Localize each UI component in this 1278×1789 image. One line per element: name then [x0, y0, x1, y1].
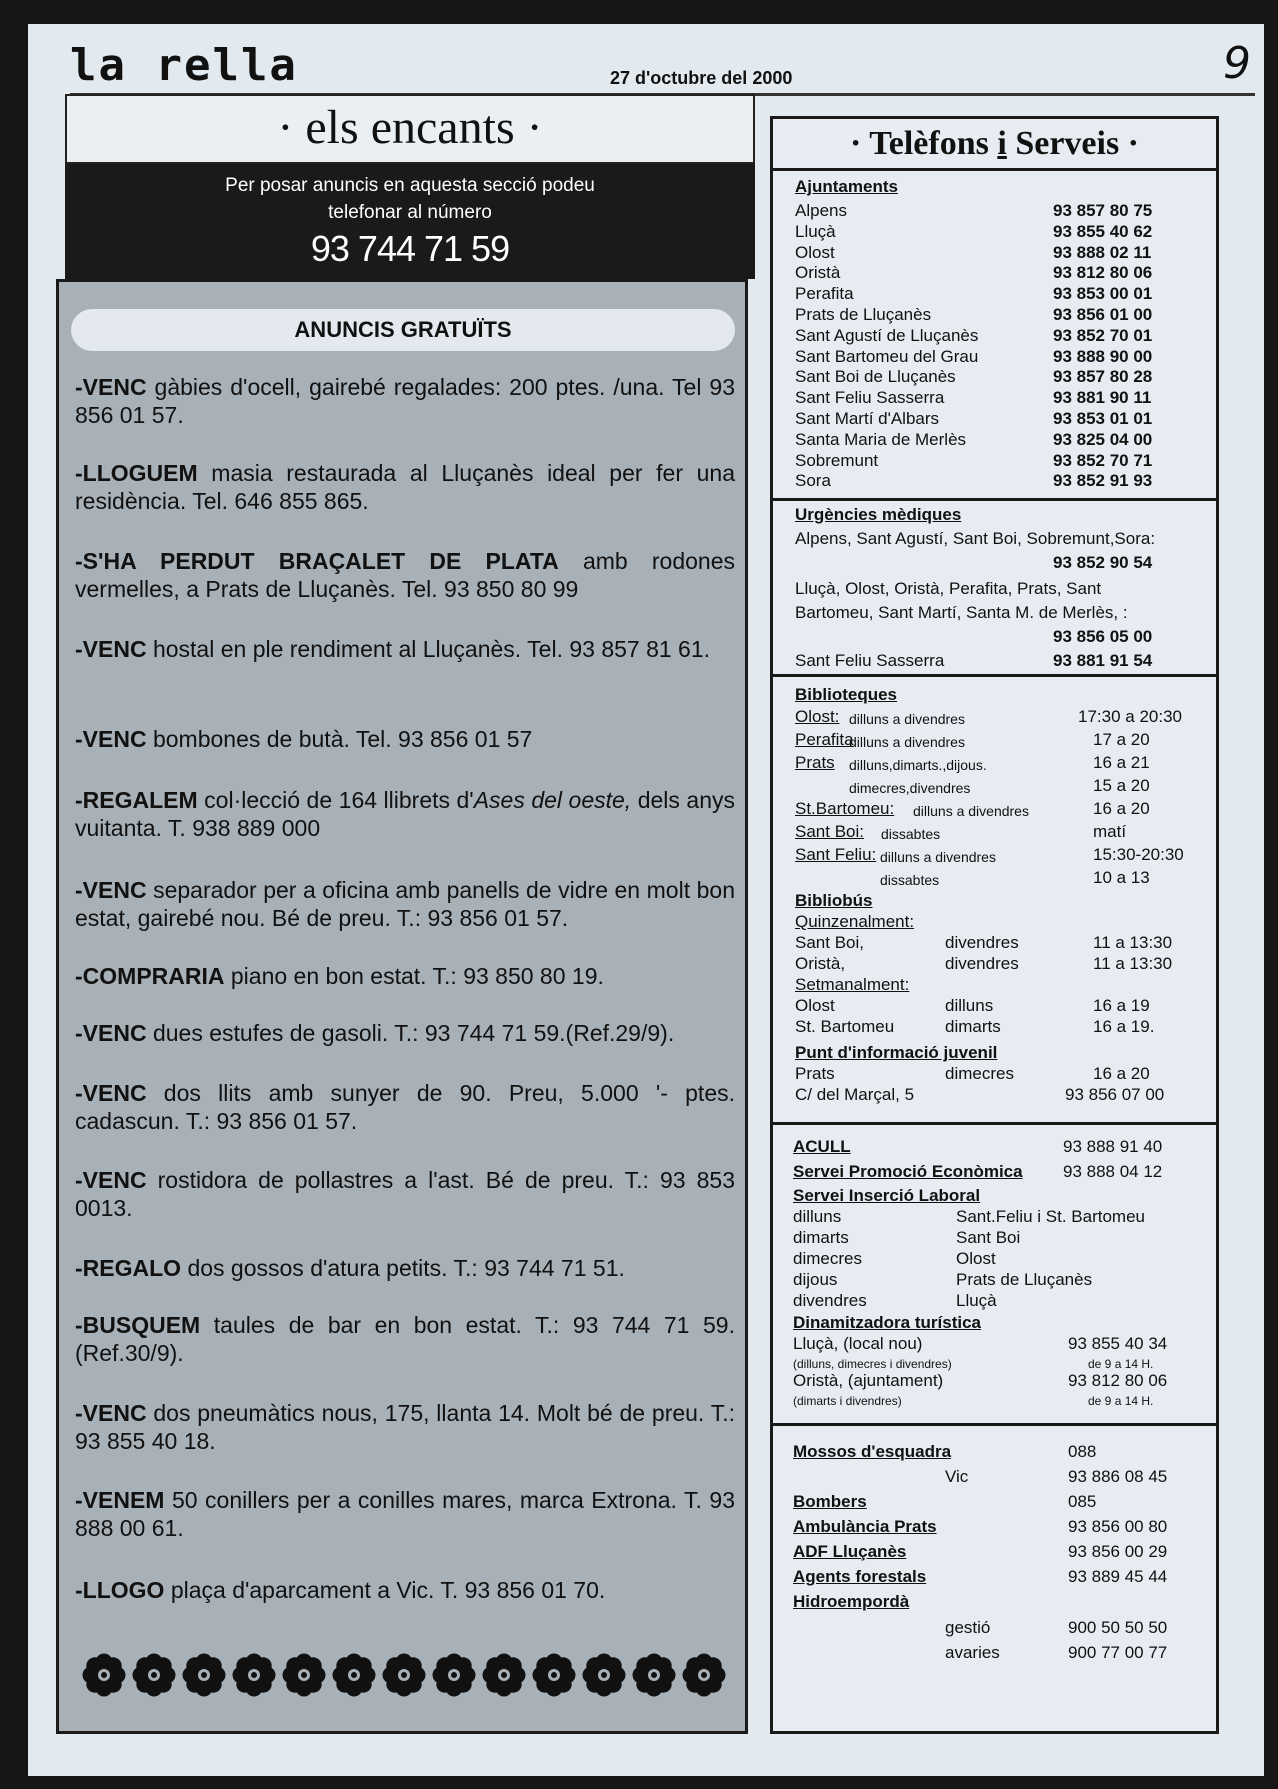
- ad-text: hostal en ple rendiment al Lluçanès. Tel. 93 857 81 61.: [146, 636, 711, 662]
- ad-text: amb rodones vermelles, a Prats de Lluçanès. Tel. 93 850 80 99: [75, 548, 735, 602]
- phone-directory-panel: [770, 116, 1219, 1734]
- ad-item: [75, 1166, 735, 1222]
- ad-keyword: -BUSQUEM: [75, 1312, 201, 1338]
- office-place: Lluçà, (local nou): [793, 1334, 923, 1353]
- section-emergencies: [773, 1426, 1216, 1731]
- title-part: · Telèfons: [849, 125, 989, 162]
- bibliobus-frequency: Quinzenalment:: [795, 912, 915, 931]
- library-hours: 16 a 20: [1093, 799, 1150, 818]
- emergency-phone: 93 856 00 80: [1068, 1517, 1168, 1536]
- library-days: dilluns a divendres: [849, 711, 965, 727]
- title-part: i: [997, 125, 1007, 162]
- town-name: Perafita: [795, 284, 854, 304]
- service-name: Servei Inserció Laboral: [793, 1186, 981, 1205]
- ad-italic-title: Ases del oeste,: [473, 787, 632, 813]
- ad-item: [75, 725, 735, 753]
- town-phone: 93 825 04 00: [1053, 429, 1153, 449]
- ad-keyword: -VENC: [75, 726, 147, 752]
- service-name: ACULL: [793, 1137, 851, 1156]
- directory-title: [773, 119, 1216, 171]
- schedule-place: Sant.Feliu i St. Bartomeu: [956, 1207, 1145, 1226]
- flower-ornament-icon: [681, 1652, 727, 1698]
- ad-text: 50 conillers per a conilles mares, marca Extrona. T. 93 888 00 61.: [75, 1487, 735, 1541]
- youth-info-heading: Punt d'informació juvenil: [795, 1043, 998, 1062]
- town-name: Sant Bartomeu del Grau: [795, 346, 979, 366]
- library-place: Olost:: [795, 707, 840, 726]
- ad-item: [75, 876, 735, 932]
- emergency-name: Bombers: [793, 1492, 867, 1511]
- ad-text: dos pneumàtics nous, 175, llanta 14. Molt bé de preu. T.: 93 855 40 18.: [75, 1400, 735, 1454]
- town-name: Sant Feliu Sasserra: [795, 388, 945, 408]
- town-phone: 93 853 01 01: [1053, 409, 1153, 428]
- section-heading: Ajuntaments: [795, 177, 898, 196]
- emergency-name: Hidroempordà: [793, 1592, 910, 1611]
- section-title: · els encants ·: [65, 94, 755, 164]
- town-name: Olost: [795, 242, 835, 262]
- bibliobus-day: dilluns: [945, 996, 994, 1015]
- emergency-phone: 900 50 50 50: [1068, 1618, 1168, 1637]
- section-serveis: [773, 1125, 1216, 1426]
- town-phone: 93 855 40 62: [1053, 221, 1153, 241]
- ad-text: masia restaurada al Lluçanès ideal per fer una residència. Tel. 646 855 865.: [75, 460, 735, 514]
- decorative-flower-border: [81, 1652, 731, 1704]
- emergency-name: Ambulància Prats: [793, 1517, 937, 1536]
- ad-keyword: -COMPRARIA: [75, 963, 225, 989]
- schedule-place: Prats de Lluçanès: [956, 1270, 1093, 1289]
- emergency-phone: 085: [1068, 1492, 1097, 1511]
- ad-keyword: -VENC: [75, 1167, 147, 1193]
- emergency-phone: 93 856 00 29: [1068, 1542, 1168, 1561]
- office-place: Oristà, (ajuntament): [793, 1371, 944, 1390]
- schedule-day: dimecres: [793, 1249, 862, 1268]
- contact-line-1: Per posar anuncis en aquesta secció podeu: [225, 175, 595, 196]
- town-phone: 93 888 90 00: [1053, 346, 1153, 366]
- bibliobus-day: divendres: [945, 933, 1019, 952]
- section-ajuntaments: [773, 171, 1216, 501]
- flower-ornament-icon: [481, 1652, 527, 1698]
- contact-phone: 93 744 71 59: [310, 228, 510, 269]
- ad-keyword: -S'HA PERDUT BRAÇALET DE PLATA: [75, 548, 559, 574]
- ad-keyword: -VENC: [75, 374, 147, 400]
- ad-item: [75, 373, 735, 429]
- ad-text: dues estufes de gasoli. T.: 93 744 71 59.(Ref.29/9).: [146, 1020, 675, 1046]
- bibliobus-hours: 16 a 19: [1093, 996, 1150, 1015]
- contact-line-2: telefonar al número: [328, 202, 492, 223]
- ad-text: rostidora de pollastres a l'ast. Bé de preu. T.: 93 853 0013.: [75, 1167, 735, 1221]
- urgency-phone: 93 881 91 54: [1053, 651, 1153, 670]
- emergency-phone: 900 77 00 77: [1068, 1643, 1168, 1662]
- bibliobus-hours: 11 a 13:30: [1093, 933, 1173, 952]
- ad-item: [75, 459, 735, 515]
- ad-item: [75, 786, 735, 842]
- ad-keyword: -VENC: [75, 1400, 147, 1426]
- urgency-group: Alpens, Sant Agustí, Sant Boi, Sobremunt,Sora:: [795, 529, 1156, 548]
- flower-ornament-icon: [281, 1652, 327, 1698]
- town-phone: 93 812 80 06: [1053, 263, 1153, 283]
- town-phone: 93 881 90 11: [1053, 388, 1152, 408]
- ad-keyword: -LLOGUEM: [75, 460, 198, 486]
- ad-text: gàbies d'ocell, gairebé regalades: 200 ptes. /una. Tel 93 856 01 57.: [75, 374, 735, 428]
- office-days: (dilluns, dimecres i divendres): [793, 1357, 952, 1371]
- section-biblioteques: [773, 677, 1216, 1125]
- service-name: Dinamitzadora turística: [793, 1313, 981, 1332]
- youth-info-phone: 93 856 07 00: [1065, 1085, 1165, 1104]
- ad-item: [75, 1019, 735, 1047]
- office-hours: de 9 a 14 H.: [1088, 1394, 1154, 1408]
- ad-keyword: -VENC: [75, 1080, 147, 1106]
- emergency-name: Agents forestals: [793, 1567, 927, 1586]
- town-phone: 93 888 02 11: [1053, 242, 1152, 262]
- classified-ads-panel: [56, 279, 748, 1734]
- town-phone: 93 856 01 00: [1053, 305, 1153, 324]
- schedule-place: Sant Boi: [956, 1228, 1021, 1247]
- town-phone: 93 857 80 28: [1053, 367, 1153, 387]
- town-name: Sant Boi de Lluçanès: [795, 367, 956, 387]
- office-phone: 93 855 40 34: [1068, 1334, 1168, 1353]
- ads-heading: ANUNCIS GRATUÏTS: [71, 309, 735, 351]
- town-name: Sant Agustí de Lluçanès: [795, 325, 979, 345]
- library-hours: matí: [1093, 822, 1127, 841]
- flower-ornament-icon: [531, 1652, 577, 1698]
- ad-keyword: -REGALEM: [75, 787, 198, 813]
- urgency-group: Lluçà, Olost, Oristà, Perafita, Prats, Sant: [795, 579, 1102, 598]
- town-phone: 93 852 70 01: [1053, 325, 1153, 345]
- bibliobus-heading: Bibliobús: [795, 891, 873, 910]
- library-hours: 15:30-20:30: [1093, 845, 1184, 864]
- urgency-phone: 93 852 90 54: [1053, 553, 1153, 572]
- section-heading: Urgències mèdiques: [795, 505, 962, 524]
- ad-keyword: -VENC: [75, 877, 147, 903]
- emergency-sub: avaries: [945, 1643, 1000, 1662]
- town-name: Sant Martí d'Albars: [795, 409, 940, 428]
- library-hours: 17 a 20: [1093, 730, 1150, 749]
- urgency-group: Bartomeu, Sant Martí, Santa M. de Merlès, :: [795, 603, 1128, 622]
- ad-text: dos llits amb sunyer de 90. Preu, 5.000 '- ptes. cadascun. T.: 93 856 01 57.: [75, 1080, 735, 1134]
- bibliobus-day: divendres: [945, 954, 1019, 973]
- ad-item: [75, 1311, 735, 1367]
- masthead-brand: la rella: [70, 40, 298, 91]
- town-phone: 93 853 00 01: [1053, 284, 1153, 304]
- ad-text: separador per a oficina amb panells de vidre en molt bon estat, gairebé nou. Bé de preu. T.: 93 856 01 57.: [75, 877, 735, 931]
- emergency-sub: Vic: [945, 1467, 969, 1486]
- library-place: Sant Feliu:: [795, 845, 877, 864]
- service-name: Servei Promoció Econòmica: [793, 1162, 1023, 1181]
- library-days: dissabtes: [880, 872, 940, 888]
- flower-ornament-icon: [631, 1652, 677, 1698]
- library-place: Sant Boi:: [795, 822, 864, 841]
- emergency-phone: 93 886 08 45: [1068, 1467, 1168, 1486]
- title-part: Serveis ·: [1015, 125, 1140, 162]
- schedule-place: Olost: [956, 1249, 996, 1268]
- library-days: dilluns a divendres: [913, 803, 1029, 819]
- section-urgencies: [773, 501, 1216, 677]
- newspaper-page: [28, 24, 1264, 1776]
- ad-text: dels anys vuitanta. T. 938 889 000: [75, 787, 735, 841]
- bibliobus-place: St. Bartomeu: [795, 1017, 895, 1036]
- town-name: Alpens: [795, 201, 847, 220]
- town-name: Santa Maria de Merlès: [795, 429, 967, 449]
- office-days: (dimarts i divendres): [793, 1394, 902, 1408]
- bibliobus-day: dimarts: [945, 1017, 1001, 1036]
- bibliobus-frequency: Setmanalment:: [795, 975, 910, 994]
- ad-item: [75, 1399, 735, 1455]
- urgency-phone: 93 856 05 00: [1053, 627, 1153, 646]
- emergency-phone: 088: [1068, 1442, 1097, 1461]
- ad-keyword: -VENEM: [75, 1487, 165, 1513]
- ad-text: taules de bar en bon estat. T.: 93 744 71 59. (Ref.30/9).: [75, 1312, 735, 1366]
- flower-ornament-icon: [431, 1652, 477, 1698]
- service-phone: 93 888 04 12: [1063, 1162, 1163, 1181]
- youth-info-hours: 16 a 20: [1093, 1064, 1150, 1083]
- ad-keyword: -LLOGO: [75, 1577, 165, 1603]
- flower-ornament-icon: [231, 1652, 277, 1698]
- contact-banner: [65, 164, 755, 279]
- urgency-group: Sant Feliu Sasserra: [795, 651, 945, 670]
- schedule-day: dimarts: [793, 1228, 849, 1247]
- ad-item: [75, 547, 735, 603]
- section-heading: Biblioteques: [795, 685, 898, 704]
- ad-item: [75, 635, 735, 663]
- schedule-day: dijous: [793, 1270, 838, 1289]
- town-phone: 93 857 80 75: [1053, 201, 1153, 220]
- library-days: dimecres,divendres: [849, 780, 971, 796]
- issue-date: 27 d'octubre del 2000: [610, 68, 793, 88]
- office-hours: de 9 a 14 H.: [1088, 1357, 1154, 1371]
- library-days: dissabtes: [881, 826, 941, 842]
- library-hours: 10 a 13: [1093, 868, 1150, 887]
- town-name: Sora: [795, 471, 831, 491]
- youth-info-address: C/ del Marçal, 5: [795, 1085, 915, 1104]
- bibliobus-hours: 11 a 13:30: [1093, 954, 1173, 973]
- flower-ornament-icon: [331, 1652, 377, 1698]
- ad-item: [75, 962, 735, 990]
- ad-keyword: -REGALO: [75, 1255, 182, 1281]
- ad-text: bombones de butà. Tel. 93 856 01 57: [146, 726, 533, 752]
- youth-info-day: dimecres: [945, 1064, 1014, 1083]
- service-phone: 93 888 91 40: [1063, 1137, 1163, 1156]
- ad-item: [75, 1486, 735, 1542]
- emergency-phone: 93 889 45 44: [1068, 1567, 1168, 1586]
- office-phone: 93 812 80 06: [1068, 1371, 1168, 1390]
- flower-ornament-icon: [581, 1652, 627, 1698]
- flower-ornament-icon: [131, 1652, 177, 1698]
- schedule-day: dilluns: [793, 1207, 842, 1226]
- flower-ornament-icon: [81, 1652, 127, 1698]
- bibliobus-place: Oristà,: [795, 954, 846, 973]
- flower-ornament-icon: [181, 1652, 227, 1698]
- page-number: 9: [1223, 38, 1251, 89]
- library-hours: 17:30 a 20:30: [1078, 707, 1182, 726]
- ad-item: [75, 1254, 735, 1282]
- bibliobus-place: Olost: [795, 996, 835, 1015]
- library-days: dilluns a divendres: [880, 849, 996, 865]
- emergency-name: Mossos d'esquadra: [793, 1442, 952, 1461]
- emergency-sub: gestió: [945, 1618, 991, 1637]
- town-name: Lluçà: [795, 221, 836, 241]
- ad-keyword: -VENC: [75, 636, 147, 662]
- ad-keyword: -VENC: [75, 1020, 147, 1046]
- bibliobus-hours: 16 a 19.: [1093, 1017, 1155, 1036]
- ad-text: dos gossos d'atura petits. T.: 93 744 71 51.: [181, 1255, 625, 1281]
- ad-item: [75, 1079, 735, 1135]
- town-name: Prats de Lluçanès: [795, 305, 932, 324]
- town-name: Sobremunt: [795, 450, 879, 470]
- ad-text: piano en bon estat. T.: 93 850 80 19.: [224, 963, 604, 989]
- library-hours: 15 a 20: [1093, 776, 1150, 795]
- emergency-name: ADF Lluçanès: [793, 1542, 907, 1561]
- town-name: Oristà: [795, 263, 841, 283]
- youth-info-place: Prats: [795, 1064, 835, 1083]
- bibliobus-place: Sant Boi,: [795, 933, 864, 952]
- library-place: Perafita: [795, 730, 854, 749]
- schedule-place: Lluçà: [956, 1291, 997, 1310]
- library-hours: 16 a 21: [1093, 753, 1150, 772]
- library-days: dilluns a divendres: [849, 734, 965, 750]
- flower-ornament-icon: [381, 1652, 427, 1698]
- schedule-day: divendres: [793, 1291, 867, 1310]
- library-place: Prats: [795, 753, 835, 772]
- ad-item: [75, 1576, 735, 1604]
- ad-text: col·lecció de 164 llibrets d': [197, 787, 474, 813]
- town-phone: 93 852 70 71: [1053, 450, 1153, 470]
- library-place: St.Bartomeu:: [795, 799, 895, 818]
- library-days: dilluns,dimarts.,dijous.: [849, 757, 987, 773]
- page-header: [70, 38, 1255, 96]
- ad-text: plaça d'aparcament a Vic. T. 93 856 01 70.: [164, 1577, 606, 1603]
- town-phone: 93 852 91 93: [1053, 471, 1153, 491]
